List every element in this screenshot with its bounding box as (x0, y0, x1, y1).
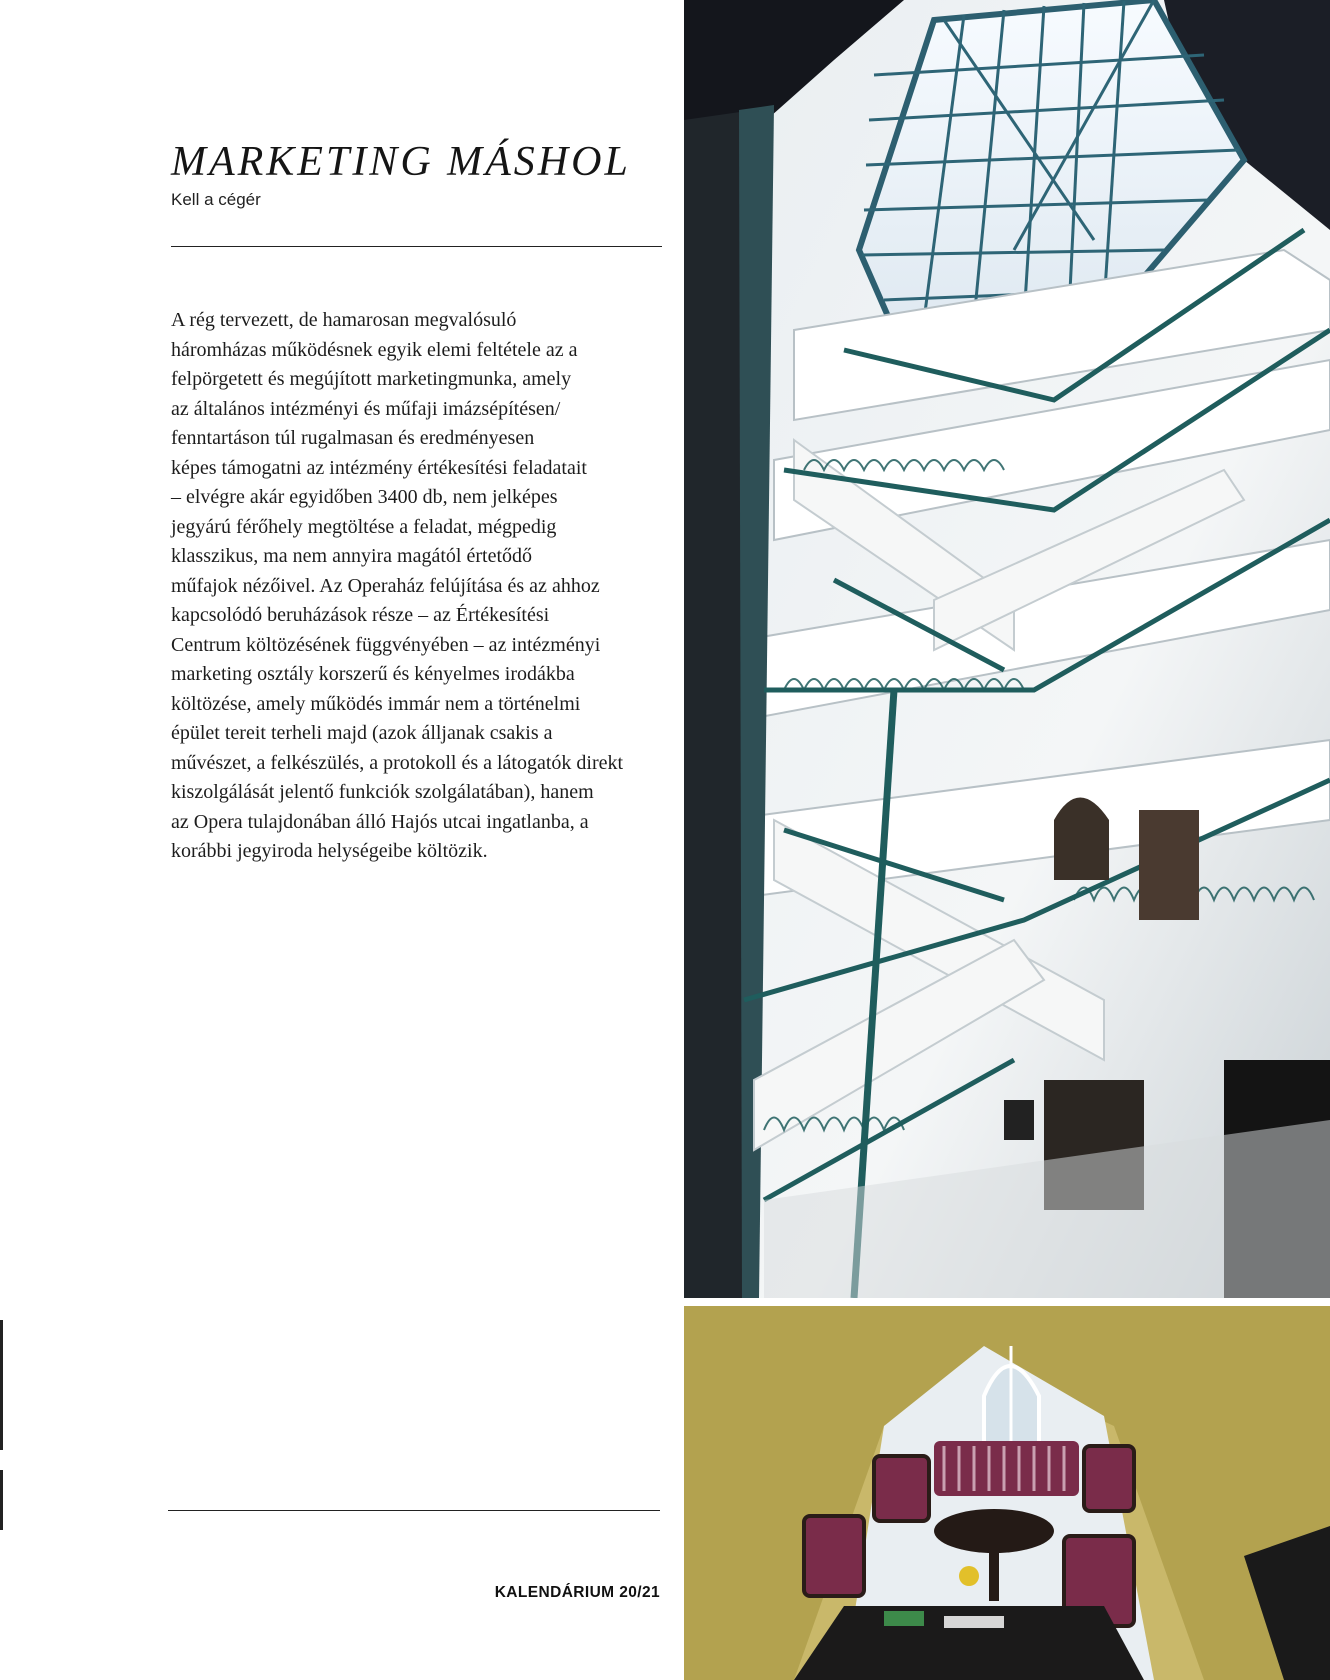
body-line: fenntartáson túl rugalmasan és eredményesen (171, 427, 535, 449)
body-line: A rég tervezett, de hamarosan megvalósuló (171, 309, 517, 331)
crop-mark (0, 1320, 3, 1450)
body-line: marketing osztály korszerű és kényelmes irodákba (171, 663, 575, 685)
body-line: költözése, amely működés immár nem a történelmi (171, 692, 581, 715)
body-line: épület tereit terheli majd (azok álljanak csakis a (171, 722, 553, 744)
title-divider (171, 246, 662, 247)
article-subtitle: Kell a cégér (171, 190, 261, 209)
body-line: háromházas működésnek egyik elemi feltétele az a (171, 338, 578, 361)
body-line: korábbi jegyiroda helységeibe költözik. (171, 840, 488, 862)
stairwell-photo (684, 0, 1330, 1298)
body-line: műfajok nézőivel. Az Operaház felújítása és az ahhoz (171, 574, 600, 597)
footer-divider (168, 1510, 660, 1511)
body-line: – elvégre akár egyidőben 3400 db, nem jelképes (171, 486, 558, 508)
body-line: kapcsolódó beruházások része – az Értékesítési (171, 604, 550, 626)
body-line: Centrum költözésének függvényében – az intézményi (171, 633, 601, 656)
body-line: felpörgetett és megújított marketingmunka, amely (171, 368, 572, 390)
body-line: klasszikus, ma nem annyira magától értetődő (171, 545, 533, 567)
crop-mark (0, 1470, 3, 1530)
body-line: képes támogatni az intézmény értékesítési feladatait (171, 456, 587, 479)
lounge-photo (684, 1306, 1330, 1680)
body-line: jegyárú férőhely megtöltése a feladat, mégpedig (171, 515, 557, 538)
article-title: MARKETING MÁSHOL (171, 139, 631, 185)
body-line: művészet, a felkészülés, a protokoll és a látogatók direkt (171, 751, 624, 774)
body-line: az Opera tulajdonában álló Hajós utcai ingatlanba, a (171, 810, 589, 833)
page-footer: KALENDÁRIUM 20/21 (494, 1584, 660, 1601)
article-body (171, 306, 671, 867)
body-line: kiszolgálását jelentő funkciók szolgálatában), hanem (171, 781, 594, 803)
body-line: az általános intézményi és műfaji imázsépítésen/ (171, 397, 561, 420)
